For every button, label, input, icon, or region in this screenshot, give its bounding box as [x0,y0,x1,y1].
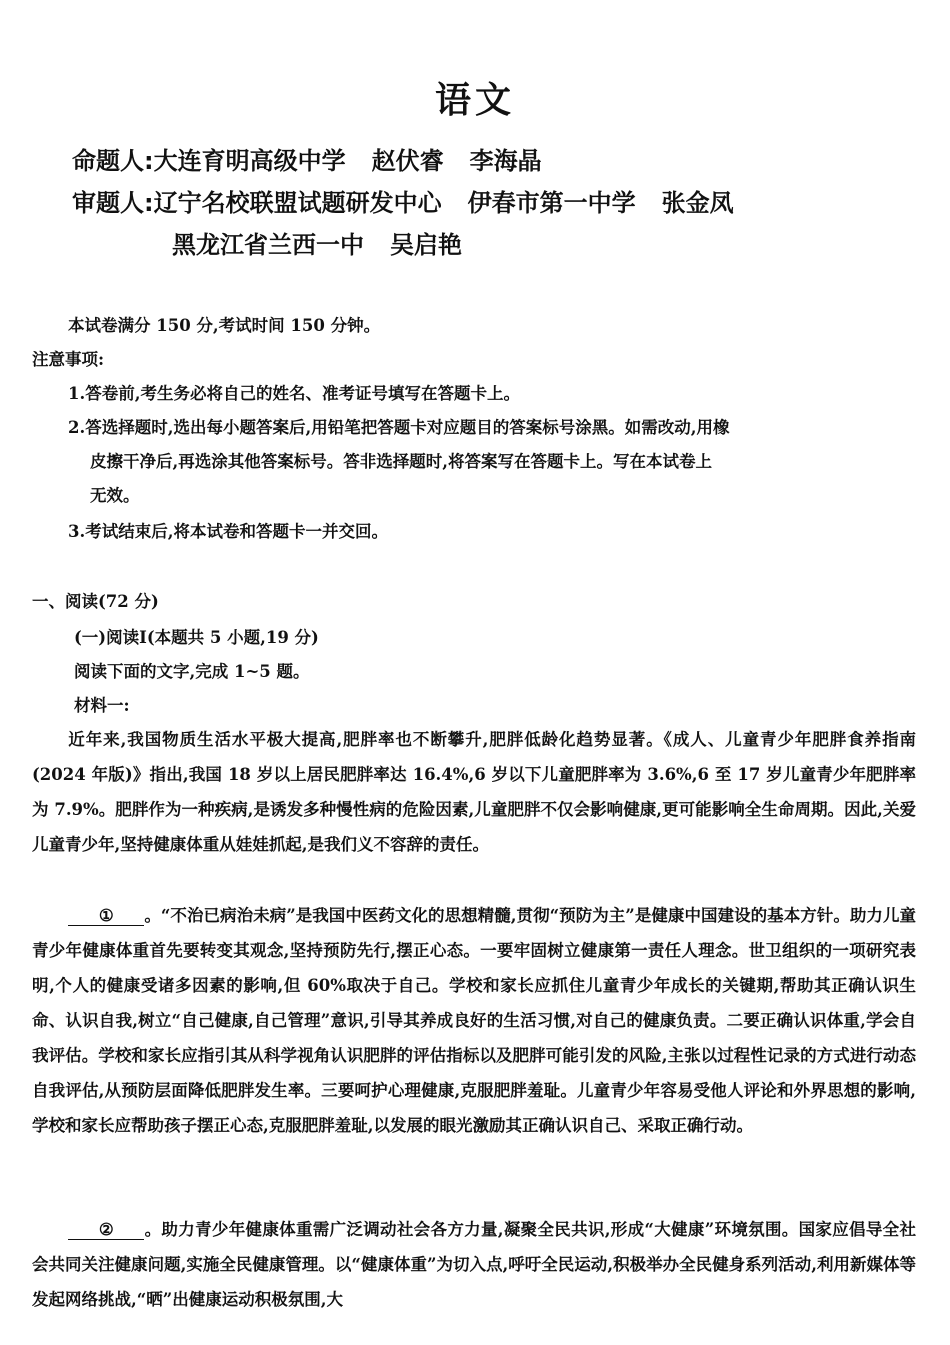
notice-item: 3.考试结束后,将本试卷和答题卡一并交回。 [68,522,388,541]
reviewer-school: 伊春市第一中学 [467,189,636,217]
section-instruction: 阅读下面的文字,完成 1~5 题。 [74,662,310,681]
answer-blank-1[interactable]: ① [68,907,144,926]
section-subheading: (一)阅读Ⅰ(本题共 5 小题,19 分) [74,628,319,647]
reviewer-name: 张金凤 [661,189,734,217]
material-paragraph-2 [32,898,916,1214]
proposer-school: 大连育明高级中学 [153,147,346,175]
answer-blank-2[interactable]: ② [68,1221,144,1240]
paragraph-3-text: 。助力青少年健康体重需广泛调动社会各方力量,凝聚全民共识,形成“大健康”环境氛围。国家应倡导全社会共同关注健康问题,实施全民健康管理。以“健康体重”为切入点,呼吁全民运动,积极举办全民健身系列活动,利用新媒体等发起网络挑战,“晒”出健康运动积极氛围,大 [32,1220,916,1309]
section-heading: 一、阅读(72 分) [32,592,159,611]
proposer-row [72,140,734,182]
proposer-name: 赵伏睿 [371,147,444,175]
exam-info: 本试卷满分 150 分,考试时间 150 分钟。 [68,316,381,335]
notice-heading: 注意事项: [32,350,105,369]
reviewer-name: 吴启艳 [390,231,462,259]
proposer-name: 李海晶 [469,147,542,175]
proposer-label: 命题人: [72,147,154,175]
notice-item-continuation: 皮擦干净后,再选涂其他答案标号。答非选择题时,将答案写在答题卡上。写在本试卷上 [90,452,712,471]
notice-item: 2.答选择题时,选出每小题答案后,用铅笔把答题卡对应题目的答案标号涂黑。如需改动,用橡 [68,418,730,437]
reviewer-row-2 [72,224,734,266]
notice-item: 1.答卷前,考生务必将自己的姓名、准考证号填写在答题卡上。 [68,384,520,403]
material-paragraph-3 [32,1212,916,1310]
reviewer-label: 审题人: [72,189,154,217]
paragraph-2-text: 。“不治已病治未病”是我国中医药文化的思想精髓,贯彻“预防为主”是健康中国建设的基本方针。助力儿童青少年健康体重首先要转变其观念,坚持预防先行,摆正心态。一要牢固树立健康第一责任人理念。世卫组织的一项研究表明,个人的健康受诸多因素的影响,但 60%取决于自己。学校和家长应抓住儿童青少年成长的关键期,帮助其正确认识生命、认识自我,树立“自己健康,自己管理”意识,引导其养成良好的生活习惯,对自己的健康负责。二要正确认识体重,学会自我评估。学校和家长应指引其从科学视角认识肥胖的评估指标以及肥胖可能引发的风险,主张以过程性记录的方式进行动态自我评估,从预防层面降低肥胖发生率。三要呵护心理健康,克服肥胖羞耻。儿童青少年容易受他人评论和外界思想的影响,学校和家长应帮助孩子摆正心态,克服肥胖羞耻,以发展的眼光激励其正确认识自己、采取正确行动。 [32,906,916,1135]
material-label: 材料一: [74,696,130,715]
credits-block [72,140,734,266]
reviewer-row [72,182,734,224]
notice-item-continuation: 无效。 [90,486,140,505]
reviewer-school: 黑龙江省兰西一中 [172,231,364,259]
material-paragraph-1: 近年来,我国物质生活水平极大提高,肥胖率也不断攀升,肥胖低龄化趋势显著。《成人、儿童青少年肥胖食养指南(2024 年版)》指出,我国 18 岁以上居民肥胖率达 16.4%,6 岁以下儿童肥胖率为 3.6%,6 至 17 岁儿童青少年肥胖率为 7.9%。肥胖作为一种疾病,是诱发多种慢性病的危险因素,儿童肥胖不仅会影响健康,更可能影响全生命周期。因此,关爱儿童青少年,坚持健康体重从娃娃抓起,是我们义不容辞的责任。 [32,730,916,854]
page-title: 语文 [434,80,515,121]
reviewer-org: 辽宁名校联盟试题研发中心 [153,189,442,217]
